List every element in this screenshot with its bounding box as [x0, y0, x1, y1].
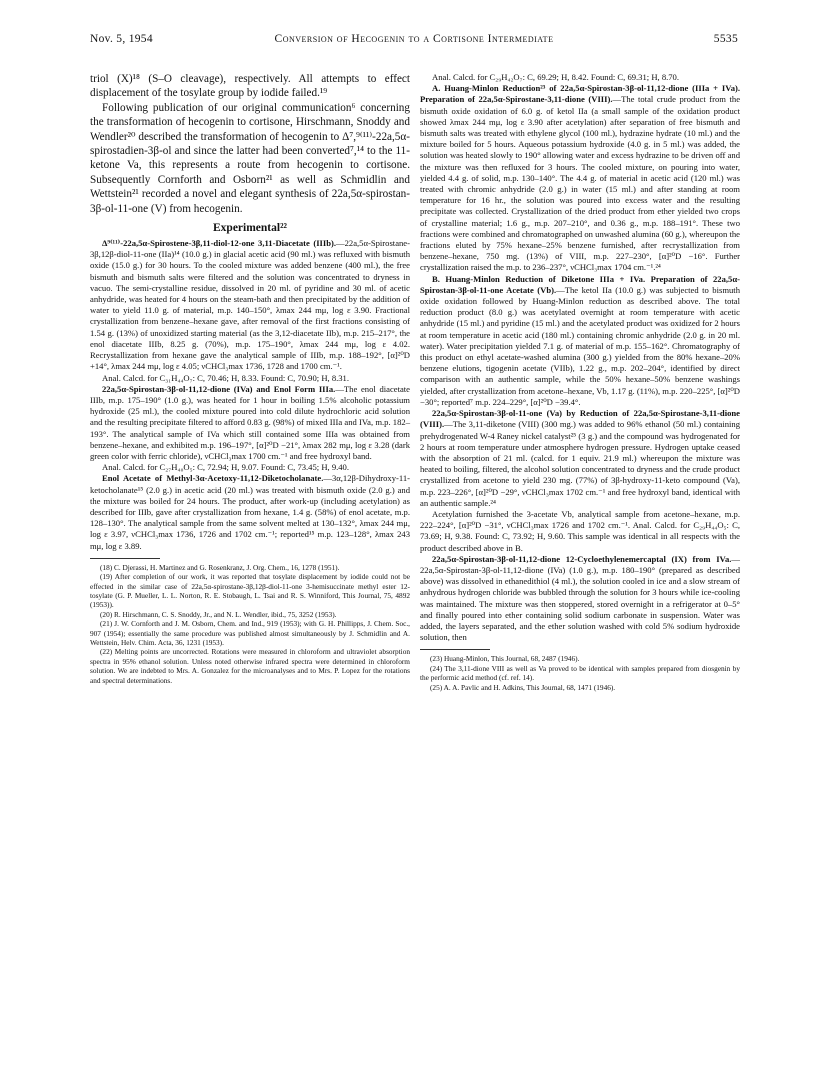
- intro-paragraph-1: triol (X)¹⁸ (S–O cleavage), respectively. All attempts to effect displacement of the tosylate group by iodide failed.¹⁹: [90, 73, 410, 100]
- footnote-24: (24) The 3,11-dione VIII as well as Va proved to be identical with samples prepared from diosgenin by the performic acid method (cf. ref. 14).: [420, 663, 740, 683]
- footnote-rule: [90, 558, 160, 559]
- section-mercaptal: [420, 554, 740, 644]
- footnote-19: (19) After completion of our work, it was reported that tosylate displacement by iodide could not be effected in the similar case of 22a,5α-spirostane-3β,12β-diol-11-one 3-hemisuccinate methyl ester 12-tosylate (G. P. Mueller, L. L. Norton, R. E. Stobaugh, L. Tsai and R. S. Winniford, This Journal, 75, 4892 (1953)).: [90, 572, 410, 610]
- section-spirostanone: [420, 408, 740, 509]
- section-reduction-b: [420, 274, 740, 408]
- section-acetylation: Acetylation furnished the 3-acetate Vb, analytical sample from acetone–hexane, m.p. 222–224°, [α]²⁰D −31°, νCHCl₃max 1726 and 1702 cm.⁻¹. Anal. Calcd. for C₂₉H₄₄O₅: C, 73.69; H, 9.38. Found: C, 73.92; H, 9.60. This sample was identical in all respects with the product described above in B.: [420, 508, 740, 553]
- footnote-22: (22) Melting points are uncorrected. Rotations were measured in chloroform and ultraviolet absorption spectra in 95% ethanol solution. Unless noted otherwise infrared spectra were determined in chloroform solution. We are indebted to Mrs. A. Gonzalez for the microanalyses and to Mrs. P. Lopez for the rotations and spectral determinations.: [90, 647, 410, 685]
- section-dione: [90, 384, 410, 462]
- section-reduction-a-title: A. Huang-Minlon Reduction²³ of 22a,5α-Spirostan-3β-ol-11,12-dione (IIIa + IVa). Preparation of 22a,5α-Spirostane-3,11-dione (VIII).: [420, 83, 740, 105]
- section-reduction-b-title: B. Huang-Minlon Reduction of Diketone IIIa + IVa. Preparation of 22a,5α-Spirostan-3β-ol-11-one Acetate (Vb).: [420, 273, 740, 295]
- header-date: Nov. 5, 1954: [90, 33, 153, 45]
- section-enol-acetate-body: —3α,12β-Dihydroxy-11-ketocholanate¹⁵ (2.0 g.) in acetic acid (20 ml.) was treated with bismuth oxide (2.0 g.) and the mixture was boiled for 24 hours. The product, after work-up (including acetylation) as described for IIIb, gave after crystallization from hexane, 1.4 g. (58%) of enol acetate, m.p. 128–130°. The analytical sample from the same solvent melted at 130–132°, λmax 244 mμ, log ε 3.97, νCHCl₃max 1736, 1726 and 1702 cm.⁻¹; reported¹⁵ m.p. 123–128°, λmax 243 mμ, log ε 3.89.: [90, 473, 410, 551]
- left-column: [90, 72, 410, 685]
- section-reduction-b-body: —The ketol IIa (10.0 g.) was subjected to bismuth oxide oxidation followed by Huang-Minlon reduction as described above. The total reduction product (8.0 g.) was acetylated overnight at room temperature with acetic anhydride (15 ml.) and pyridine (15 ml.) and the acetylated product was oxidized for 2 hours at room temperature in acetic acid (180 ml.) containing chromic anhydride (2.0 g. in 20 ml. water). Water precipitation yielded 7.1 g. of material of m.p. 155–162°. Chromatography of this product on ethyl acetate-washed alumina (300 g.) yielded from the 80% hexane–20% benzene elutions, tigogenin acetate (VIIb), 1.22 g., m.p. 202–204°, identified by direct comparison with an authentic sample, while the 50% hexane–50% benzene washings yielded, after crystallization from acetone–hexane, Vb, 1.17 g. (11%), m.p. 220–225°, [α]²⁰D −30°; reported⁷ m.p. 224–229°, [α]²⁰D −39.4°.: [420, 284, 740, 407]
- section-mercaptal-title: 22a,5α-Spirostan-3β-ol-11,12-dione 12-Cycloethylenemercaptal (IX) from IVa.: [432, 553, 732, 564]
- running-header: [90, 33, 738, 49]
- section-reduction-a-body: —The total crude product from the bismuth oxide oxidation of 6.0 g. of ketol IIa (a small sample of the oxidation product showed λmax 244 mμ, log ε 3.90 after acetylation) after separation of free bismuth and bismuth salts was treated with ethylene glycol (100 ml.), hydrazine hydrate (10 ml.) and the mixture boiled for 5 hours. Aqueous potassium hydroxide (4.0 g. in 5 ml.) was added, the solution was heated slowly to 190° allowing water and excess hydrazine to be driven off and the mixture was then refluxed for 3 hours. The cooled mixture, on pouring into water, yielded 4.4 g. of solid, m.p. 130–140°. The 4.4 g. of material in acetic acid (120 ml.) was treated with chromic anhydride (2.0 g.) in water (15 ml.) and after standing at room temperature for 16 hr., the solution was poured into excess water and the resulting precipitate was collected. Crystallization of the dried product from ether yielded two crops of crystalline material; 1.6 g., m.p. 207–210°, and 0.36 g., m.p. 188–191°. These two fractions were combined and chromatographed on unwashed alumina (60 g.), whereupon the fractions eluted by 75% hexane–25% benzene furnished, after recrystallization from benzene–hexane, 750 mg. (13%) of VIII, m.p. 227–230°, [α]²⁰D −16°. Further crystallization raised the m.p. to 236–237°, νCHCl₃max 1704 cm.⁻¹.²⁴: [420, 94, 741, 273]
- footnote-21: (21) J. W. Cornforth and J. M. Osborn, Chem. and Ind., 919 (1953); with G. H. Phillipps, J. Chem. Soc., 907 (1954); essentially the same procedure was published almost simultaneously by J. Schmidlin and A. Wettstein, Helv. Chim. Acta, 36, 1231 (1953).: [90, 619, 410, 647]
- right-column: [420, 72, 740, 692]
- footnote-23: (23) Huang-Minlon, This Journal, 68, 2487 (1946).: [430, 654, 580, 664]
- section-spirostanone-body: —The 3,11-diketone (VIII) (300 mg.) was added to 96% ethanol (50 ml.) containing prehydrogenated W-4 Raney nickel catalyst²⁵ (3 g.) and the compound was hydrogenated for 2 hours at room temperature under atmosphere hydrogen pressure. Hydrogen uptake ceased with the absorption of 21 ml. (calcd. for 1 equiv. 21.9 ml.) whereupon the mixture was heated to boiling, filtered, the alcohol solution concentrated to dryness and the crude product crystallized from acetone to yield 230 mg. (77%) of 3β-hydroxy-11-keto compound (Va), m.p. 223–226°, [α]²⁰D −29°, νCHCl₃max 1702 cm.⁻¹ and free hydroxyl band, identical with an authentic sample.²⁴: [420, 419, 740, 508]
- experimental-heading: Experimental²²: [213, 222, 287, 235]
- footnote-18: (18) C. Djerassi, H. Martinez and G. Rosenkranz, J. Org. Chem., 16, 1278 (1951).: [100, 562, 340, 572]
- section-enol-acetate: [90, 473, 410, 551]
- header-title: Conversion of Hecogenin to a Cortisone Intermediate: [274, 33, 554, 45]
- footnote-rule-right: [420, 649, 490, 650]
- section-diacetate: [90, 238, 410, 372]
- analysis-enol-acetate: Anal. Calcd. for C₂₉H₄₂O₇: C, 69.29; H, 8.42. Found: C, 69.31; H, 8.70.: [432, 72, 680, 82]
- section-reduction-a: [420, 83, 740, 273]
- section-diacetate-body: —22a,5α-Spirostane-3β,12β-diol-11-one (IIa)¹⁴ (10.0 g.) in glacial acetic acid (90 ml.) was refluxed with bismuth oxide (15.0 g.) for 30 hours. To the cooled mixture was added benzene (400 ml.), the free bismuth and bismuth salts were filtered and the solution was concentrated to dryness in vacuo. The semi-crystalline residue, dissolved in 20 ml. of pyridine and 30 ml. of acetic anhydride, was heated for 4 hours on the steam-bath and then precipitated by the addition of water to yield 11.0 g. of material, m.p. 140–150°, λmax 244 mμ, log ε 3.90. Fractional crystallization from benzene–hexane gave, after removal of the first fractions consisting of 1.54 g. (13%) of unoxidized starting material (as the 3,12-diacetate IIb), m.p. 215–217°, the enol diacetate IIIb, 8.25 g. (70%), m.p. 175–190°, λmax 244 mμ, log ε 4.02. Recrystallization from hexane gave the analytical sample of IIIb, m.p. 188–192°, [α]²⁰D +14°, λmax 244 mμ, log ε 4.05; νCHCl₃max 1736, 1728 and 1700 cm.⁻¹.: [90, 238, 410, 372]
- section-spirostanone-title: 22a,5α-Spirostan-3β-ol-11-one (Va) by Reduction of 22a,5α-Spirostane-3,11-dione (VIII).: [420, 408, 740, 430]
- page-number: 5535: [713, 33, 738, 45]
- analysis-diacetate: Anal. Calcd. for C₃₁H₄₄O₇: C, 70.46; H, 8.33. Found: C, 70.90; H, 8.31.: [102, 372, 350, 383]
- section-dione-body: —The enol diacetate IIIb, m.p. 175–190° (1.0 g.), was heated for 1 hour in boiling 1.5% alcoholic potassium hydroxide (25 ml.), the cooled mixture poured into cold dilute hydrochloric acid solution and the resulting precipitate filtered to afford 0.83 g. (98%) of mixed IIIa and IVa, m.p. 182–193°. The analytical sample of IVa which still contained some IIIa was obtained from benzene–hexane, and exhibited m.p. 196–197°, [α]²⁰D −21°, λmax 282 mμ, log ε 3.28 (dark green color with ferric chloride), νCHCl₃max 1700 cm.⁻¹ and free hydroxyl band.: [90, 383, 410, 461]
- section-diacetate-title: Δ⁹⁽¹¹⁾-22a,5α-Spirostene-3β,11-diol-12-one 3,11-Diacetate (IIIb).: [102, 238, 337, 249]
- analysis-dione: Anal. Calcd. for C₂₇H₄₀O₅: C, 72.94; H, 9.07. Found: C, 73.45; H, 9.40.: [102, 462, 350, 473]
- section-dione-title: 22a,5α-Spirostan-3β-ol-11,12-dione (IVa) and Enol Form IIIa.: [102, 383, 336, 394]
- section-enol-acetate-title: Enol Acetate of Methyl-3α-Acetoxy-11,12-Diketocholanate.: [102, 473, 324, 484]
- intro-paragraph-2: Following publication of our original communication⁶ concerning the transformation of hecogenin to cortisone, Hirschmann, Snoddy and Wendler²⁰ described the transformation of hecogenin to Δ⁷,⁹⁽¹¹⁾-22a,5α-spirostadien-3β-ol and since the latter had been converted⁷,¹⁴ to the 11-ketone Va, this represents a route from hecogenin to cortisone. Subsequently Cornforth and Osborn²¹ as well as Schmidlin and Wettstein²¹ recorded a novel and elegant synthesis of 22a,5α-spirostan-3β-ol-11-one (V) from hecogenin.: [90, 101, 410, 215]
- footnote-25: (25) A. A. Pavlic and H. Adkins, This Journal, 68, 1471 (1946).: [430, 682, 616, 692]
- footnote-20: (20) R. Hirschmann, C. S. Snoddy, Jr., and N. L. Wendler, ibid., 75, 3252 (1953).: [100, 609, 337, 619]
- section-mercaptal-body: —22a,5α-Spirostan-3β-ol-11,12-dione (IVa) (1.0 g.), m.p. 180–190° (prepared as described above) was dissolved in ethanedithiol (4 ml.), the solution cooled in ice and a slow stream of anhydrous hydrogen chloride was bubbled through the solution for 3 hours while ice-cooling was maintained. The mixture was then stoppered, stored overnight in a refrigerator at 0–5° and finally poured into ether containing solid sodium carbonate in suspension. Water was added, the layers separated, and the ether solution washed with cold 5% sodium hydroxide solution, then: [420, 553, 740, 643]
